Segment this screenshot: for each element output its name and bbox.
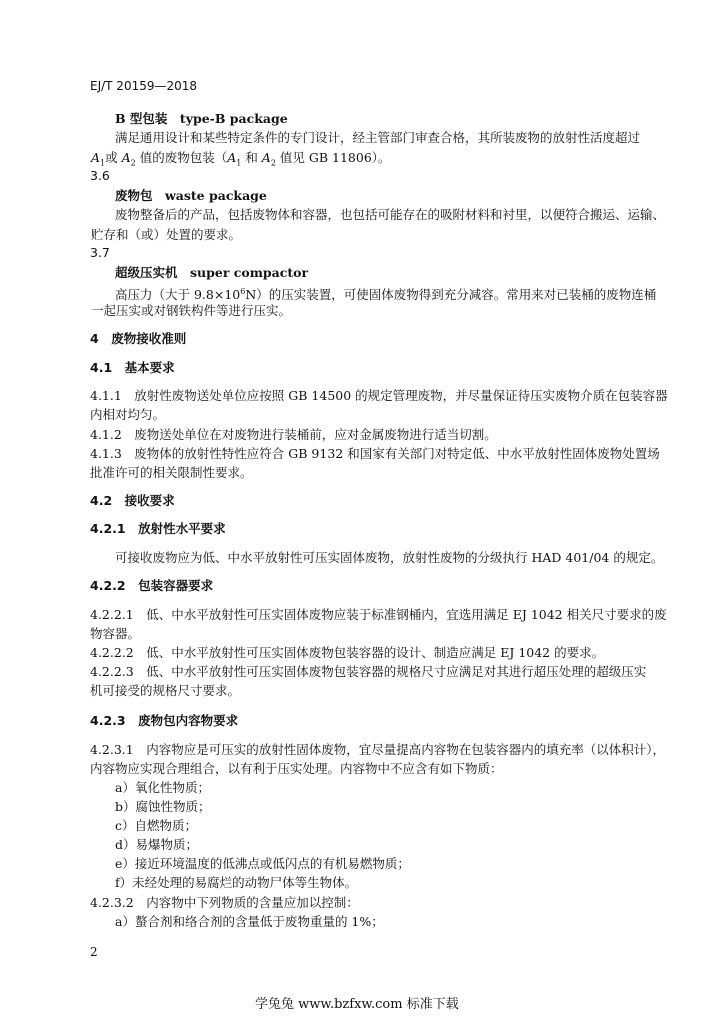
paragraph-line: 4.2.2.3 低、中水平放射性可压实固体废物包装容器的规格尺寸应满足对其进行超压处理的超级压实: [90, 664, 647, 679]
text-frag: 值见 GB 11806）。: [275, 150, 391, 165]
paragraph-line: 内相对均匀。: [90, 407, 166, 422]
section-heading-4-1: 4.1 基本要求: [90, 360, 175, 375]
term-def-line: [91, 150, 391, 172]
paragraph-line: 4.1.3 废物体的放射性特性应符合 GB 9132 和国家有关部门对特定低、中水平放射性固体废物处置场: [90, 446, 660, 461]
paragraph-line: 物容器。: [90, 626, 141, 641]
exponent: 6: [240, 287, 246, 296]
term-def-line: 满足通用设计和某些特定条件的专门设计，经主管部门审查合格，其所装废物的放射性活度超过: [115, 130, 641, 145]
paragraph-line: 4.2.3.2 内容物中下列物质的含量应加以控制：: [90, 895, 359, 910]
a1-symbol: A: [227, 150, 237, 165]
a1-sub: 1: [236, 158, 242, 168]
list-item: a）氧化性物质；: [115, 780, 210, 795]
paragraph-line: 4.1.2 废物送处单位在对废物进行装桶前，应对金属废物进行适当切割。: [90, 427, 497, 442]
paragraph-line: 机可接受的规格尺寸要求。: [90, 683, 241, 698]
section-heading-4-2-3: 4.2.3 废物包内容物要求: [90, 713, 239, 728]
term-number-3-6: 3.6: [90, 168, 110, 183]
text-frag: N）的压实装置，可使固体废物得到充分减容。常用来对已装桶的废物连桶: [245, 287, 657, 303]
page-number: 2: [90, 945, 98, 959]
section-heading-4-2-1: 4.2.1 放射性水平要求: [90, 521, 226, 536]
watermark-footer: 学兔兔 www.bzfxw.com 标准下载: [255, 997, 459, 1012]
term-def-line: 废物整备后的产品，包括废物体和容器，也包括可能存在的吸附材料和衬里，以便符合搬运、运输、: [115, 207, 666, 222]
term-title-b-package: B 型包装 type-B package: [115, 111, 288, 126]
text-frag: 和: [241, 150, 262, 165]
list-item: e）接近环境温度的低沸点或低闪点的有机易燃物质；: [115, 856, 410, 871]
paragraph-line: 4.2.3.1 内容物应是可压实的放射性固体废物，宜尽量提高内容物在包装容器内的填充率（以体积计），: [90, 742, 665, 757]
paragraph-line: 内容物应实现合理组合，以有利于压实处理。内容物中不应含有如下物质：: [90, 761, 503, 776]
text-frag: 值的废物包装（: [135, 150, 228, 165]
list-item: b）腐蚀性物质；: [115, 799, 211, 814]
list-item: a）螯合剂和络合剂的含量低于废物重量的 1%；: [115, 914, 384, 929]
a2-sub: 2: [270, 158, 276, 168]
list-item: f）未经处理的易腐烂的动物尸体等生物体。: [115, 875, 358, 890]
paragraph-line: 4.2.2.1 低、中水平放射性可压实固体废物应装于标准钢桶内，宜选用满足 EJ 1042 相关尺寸要求的废: [90, 607, 667, 622]
term-title-super-compactor: 超级压实机 super compactor: [115, 265, 309, 280]
term-def-line: 一起压实或对钢铁构件等进行压实。: [91, 303, 292, 318]
text-frag: 或: [105, 150, 122, 165]
term-def-line: 贮存和（或）处置的要求。: [91, 227, 242, 242]
paragraph-line: 可接收废物应为低、中水平放射性可压实固体废物，放射性废物的分级执行 HAD 401/04 的规定。: [115, 550, 664, 565]
section-heading-4-2: 4.2 接收要求: [90, 493, 175, 508]
a2-sub: 2: [130, 158, 136, 168]
section-heading-4: 4 废物接收准则: [90, 331, 187, 346]
list-item: c）自燃物质；: [115, 818, 198, 833]
a2-symbol: A: [121, 150, 131, 165]
a2-symbol: A: [261, 150, 271, 165]
a1-symbol: A: [91, 150, 101, 165]
paragraph-line: 4.2.2.2 低、中水平放射性可压实固体废物包装容器的设计、制造应满足 EJ 1042 的要求。: [90, 645, 605, 660]
text-frag: 高压力（大于 9.8×10: [115, 287, 241, 303]
section-heading-4-2-2: 4.2.2 包装容器要求: [90, 578, 214, 593]
term-title-waste-package: 废物包 waste package: [115, 188, 267, 203]
standard-code-header: EJ/T 20159—2018: [90, 79, 198, 93]
paragraph-line: 批准许可的相关限制性要求。: [90, 465, 253, 480]
term-number-3-7: 3.7: [90, 245, 110, 260]
a1-sub: 1: [100, 158, 106, 168]
term-def-line: [115, 284, 656, 303]
list-item: d）易爆物质；: [115, 837, 199, 852]
paragraph-line: 4.1.1 放射性废物送处单位应按照 GB 14500 的规定管理废物，并尽量保证待压实废物介质在包装容器: [90, 388, 668, 403]
